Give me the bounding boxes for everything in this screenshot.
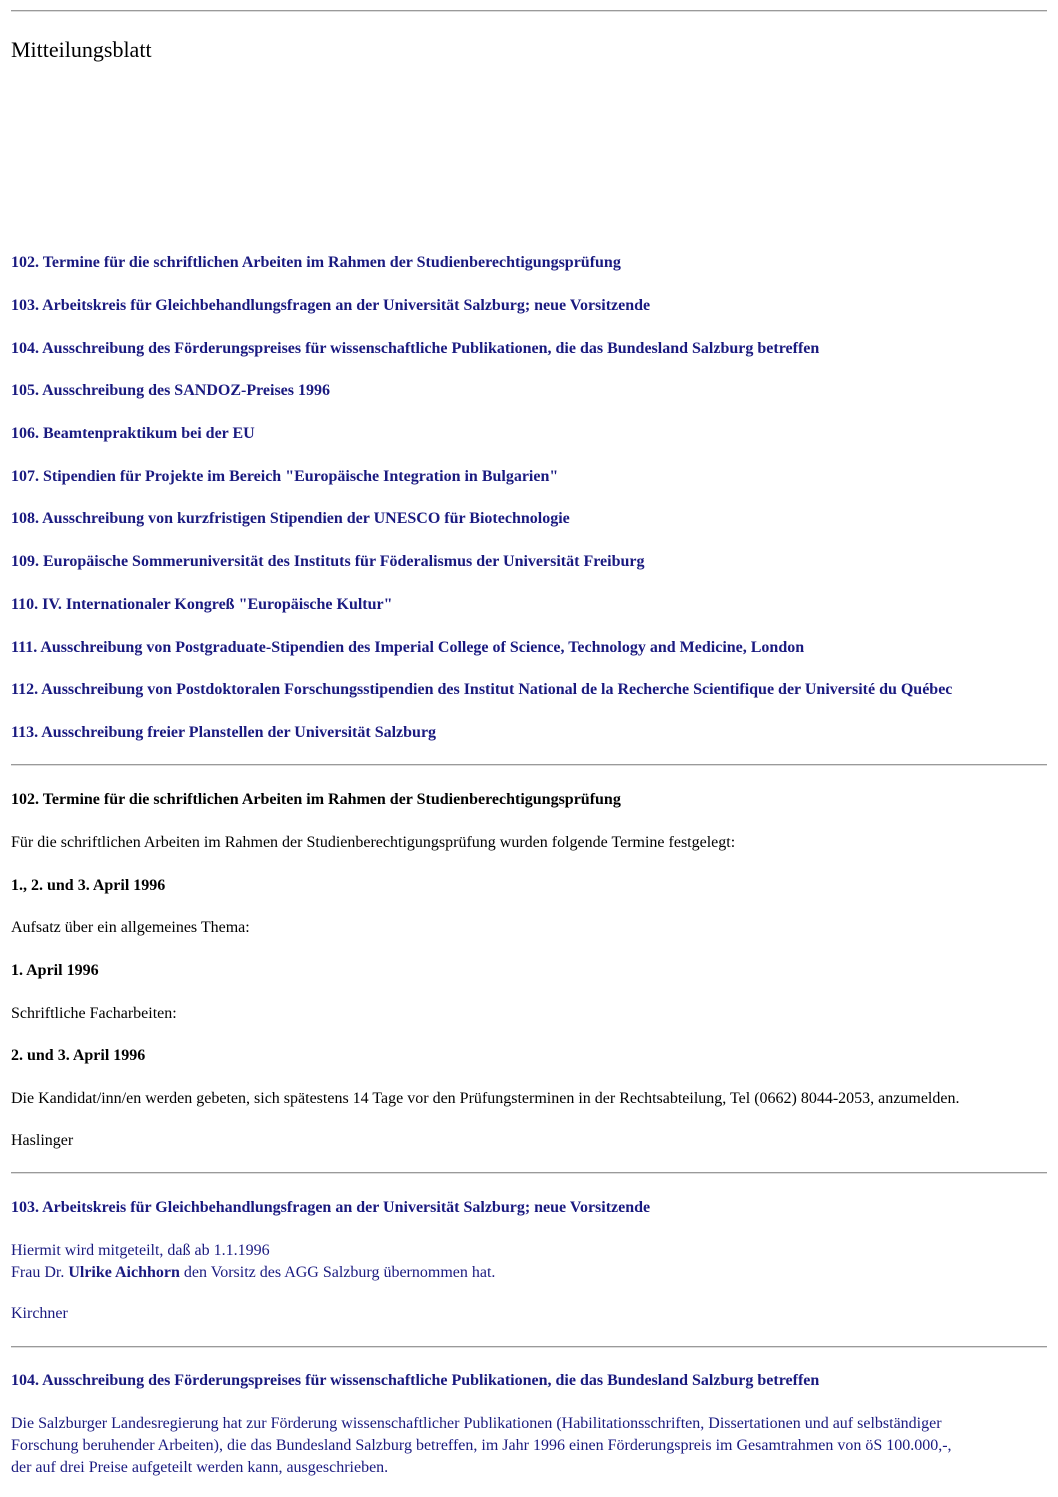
- page-title: Mitteilungsblatt: [11, 37, 152, 62]
- toc-link-104[interactable]: 104. Ausschreibung des Förderungspreises für wissenschaftliche Publikationen, die das Bundesland Salzburg betreffen: [11, 340, 820, 357]
- section-103-name: Ulrike Aichhorn: [68, 1264, 180, 1281]
- section-104-body-line3: der auf drei Preise aufgeteilt werden kann, ausgeschrieben.: [11, 1459, 389, 1476]
- section-103-line1: Hiermit wird mitgeteilt, daß ab 1.1.1996: [11, 1242, 270, 1259]
- toc-link-110[interactable]: 110. IV. Internationaler Kongreß "Europäische Kultur": [11, 596, 393, 613]
- section-102-subject-date: 2. und 3. April 1996: [11, 1047, 146, 1064]
- toc-link-103[interactable]: 103. Arbeitskreis für Gleichbehandlungsfragen an der Universität Salzburg; neue Vorsitzende: [11, 297, 651, 314]
- section-heading-102: 102. Termine für die schriftlichen Arbeiten im Rahmen der Studienberechtigungsprüfung: [11, 791, 621, 808]
- section-103-signature: Kirchner: [11, 1305, 68, 1322]
- toc-link-112[interactable]: 112. Ausschreibung von Postdoktoralen Forschungsstipendien des Institut National de la Recherche Scientifique der Université du Québec: [11, 681, 953, 698]
- section-divider-103: [11, 1172, 1047, 1174]
- section-heading-103: 103. Arbeitskreis für Gleichbehandlungsfragen an der Universität Salzburg; neue Vorsitzende: [11, 1199, 651, 1216]
- section-104-body-line1: Die Salzburger Landesregierung hat zur Förderung wissenschaftlicher Publikationen (Habilitationsschriften, Dissertationen und auf selbständiger: [11, 1415, 942, 1432]
- section-103-line2-post: den Vorsitz des AGG Salzburg übernommen hat.: [179, 1264, 496, 1281]
- toc-link-111[interactable]: 111. Ausschreibung von Postgraduate-Stipendien des Imperial College of Science, Technology and Medicine, London: [11, 639, 805, 656]
- toc-link-106[interactable]: 106. Beamtenpraktikum bei der EU: [11, 425, 255, 442]
- section-heading-104: 104. Ausschreibung des Förderungspreises für wissenschaftliche Publikationen, die das Bundesland Salzburg betreffen: [11, 1372, 820, 1389]
- section-divider-102: [11, 764, 1047, 766]
- toc-link-113[interactable]: 113. Ausschreibung freier Planstellen der Universität Salzburg: [11, 724, 437, 741]
- section-103-line2: [11, 1263, 495, 1283]
- section-102-intro: Für die schriftlichen Arbeiten im Rahmen der Studienberechtigungsprüfung wurden folgende Termine festgelegt:: [11, 834, 736, 851]
- section-102-subject-label: Schriftliche Facharbeiten:: [11, 1005, 177, 1022]
- section-102-dates-all: 1., 2. und 3. April 1996: [11, 877, 166, 894]
- section-102-signature: Haslinger: [11, 1132, 74, 1149]
- section-104-body-line2: Forschung beruhender Arbeiten), die das Bundesland Salzburg betreffen, im Jahr 1996 einen Förderungspreis im Gesamtrahmen von öS 100.000,-,: [11, 1437, 952, 1454]
- toc-link-109[interactable]: 109. Europäische Sommeruniversität des Instituts für Föderalismus der Universität Freiburg: [11, 553, 645, 570]
- toc-link-108[interactable]: 108. Ausschreibung von kurzfristigen Stipendien der UNESCO für Biotechnologie: [11, 510, 570, 527]
- toc-link-105[interactable]: 105. Ausschreibung des SANDOZ-Preises 1996: [11, 382, 330, 399]
- section-divider-104: [11, 1346, 1047, 1348]
- section-102-essay-label: Aufsatz über ein allgemeines Thema:: [11, 919, 250, 936]
- top-rule: [11, 10, 1047, 12]
- section-102-essay-date: 1. April 1996: [11, 962, 99, 979]
- toc-link-107[interactable]: 107. Stipendien für Projekte im Bereich "Europäische Integration in Bulgarien": [11, 468, 559, 485]
- section-102-note: Die Kandidat/inn/en werden gebeten, sich spätestens 14 Tage vor den Prüfungsterminen in der Rechtsabteilung, Tel (0662) 8044-2053, anzumelden.: [11, 1090, 960, 1107]
- toc-link-102[interactable]: 102. Termine für die schriftlichen Arbeiten im Rahmen der Studienberechtigungsprüfung: [11, 254, 621, 271]
- section-103-line2-pre: Frau Dr.: [11, 1264, 69, 1281]
